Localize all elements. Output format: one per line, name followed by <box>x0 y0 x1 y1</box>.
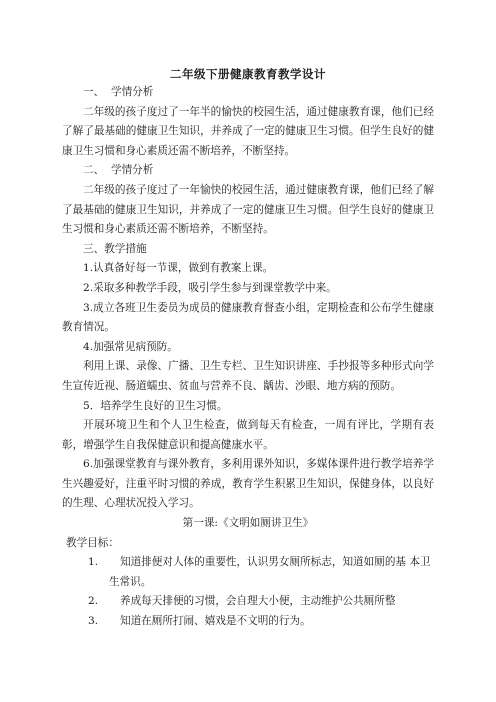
paragraph: 利用上课、录像、广播、卫生专栏、卫生知识讲座、手抄报等多种形式向学生宣传近视、肠道蠕虫、贫血与营养不良、龋齿、沙眼、地方病的预防。 <box>62 360 434 392</box>
list-item: 5．培养学生良好的卫生习惯。 <box>83 399 228 412</box>
goals-label: 教学目标： <box>66 536 119 549</box>
section-heading-text: 学情分析 <box>111 86 154 98</box>
goal-text: 知道在厕所打闹、嬉戏是不文明的行为。 <box>120 615 311 628</box>
goal-number: 1. <box>88 556 99 569</box>
paragraph: 二年级的孩子度过了一年愉快的校园生活，通过健康教育课，他们已经了解了最基础的健康卫生知识，并养成了一定的健康卫生习惯。但学生良好的健康卫生习惯和身心素质还需不断培养，不断坚持。 <box>62 183 434 236</box>
goal-text: 养成每天排便的习惯，会自理大小便，主动维护公共厕所整 <box>120 595 396 608</box>
goal-number: 2. <box>88 595 99 608</box>
list-item: 3.成立各班卫生委员为成员的健康教育督查小组，定期检查和公布学生健康教育情况。 <box>62 301 434 334</box>
list-item: 2.采取多种教学手段，吸引学生参与到课堂教学中来。 <box>83 281 337 294</box>
section-heading-1 <box>62 83 434 103</box>
goal-number: 3. <box>88 615 99 628</box>
list-item: 4.加强常见病预防。 <box>83 340 178 353</box>
goal-item <box>88 553 434 592</box>
section-heading-3: 三、教学措施 <box>83 242 147 255</box>
section-number: 一、 <box>83 86 105 98</box>
section-heading-2 <box>62 161 434 181</box>
list-item: 1.认真备好每一节课，做到有教案上课。 <box>83 262 274 275</box>
goals-list <box>62 553 434 631</box>
goal-item <box>88 592 434 612</box>
paragraph: 二年级的孩子度过了一年半的愉快的校园生活，通过健康教育课，他们已经了解了最基础的健康卫生知识，并养成了一定的健康卫生习惯。但学生良好的健康卫生习惯和身心素质还需不断培养，不断坚持。 <box>62 105 434 157</box>
lesson-title: 第一课:《文明如厕讲卫生》 <box>182 517 314 530</box>
goal-item <box>88 612 434 632</box>
document-body <box>62 83 434 632</box>
paragraph: 开展环境卫生和个人卫生检查，做到每天有检查，一周有评比，学期有表彰，增强学生自我保健意识和提高健康水平。 <box>62 419 434 451</box>
goal-text: 知道排便对人体的重要性，认识男女厕所标志，知道如厕的基 本卫生常识。 <box>109 556 431 588</box>
list-item: 6.加强课堂教育与课外教育，多利用课外知识，多媒体课件进行教学培养学生兴趣爱好，注重平时习惯的养成，教育学生积累卫生知识，保健身体，以良好的生理、心理状况投入学习。 <box>62 458 434 510</box>
section-number: 二、 <box>83 164 105 177</box>
document-title: 二年级下册健康教育教学设计 <box>170 67 326 81</box>
section-heading-text: 学情分析 <box>111 164 154 177</box>
